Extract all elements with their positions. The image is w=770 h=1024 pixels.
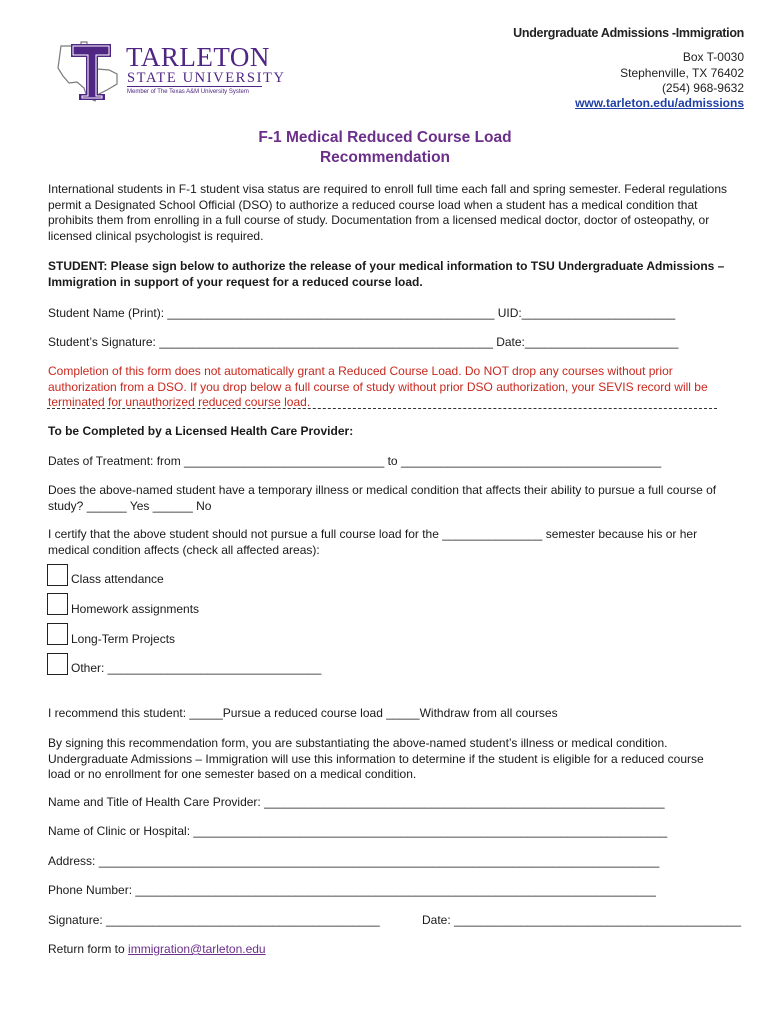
provider-date-field[interactable]: Date: ___________________________________________ [422, 913, 741, 927]
phone-field[interactable]: Phone Number: ______________________________________________________________________________ [48, 883, 656, 897]
other-checkbox[interactable] [47, 653, 68, 675]
logo-subtitle: STATE UNIVERSITY [127, 70, 286, 86]
certify-text-2: semester because his or her medical condition affects (check all affected areas): [48, 527, 698, 557]
homework-label: Homework assignments [71, 602, 200, 616]
logo-member-text: Member of The Texas A&M University System [127, 89, 249, 95]
semester-blank[interactable]: _______________ [442, 527, 543, 541]
intro-paragraph: International students in F-1 student visa status are required to enroll full time each fall and spring semester. Federal regulations permit a Designated School Official (DSO) to authorize a reduced course load when a student has a medical condition that prohibits them from enrolling in a full course of study. Documentation from a licensed medical doctor, doctor of osteopathy, or licensed clinical psychologist is required. [48, 182, 728, 243]
form-title-line2: Recommendation [319, 149, 451, 166]
return-prefix: Return form to [48, 942, 129, 956]
student-instruction: STUDENT: Please sign below to authorize the release of your medical information to TSU Undergraduate Admissions – Immigration in support of your request for a reduced course load. [48, 259, 725, 289]
return-instructions [48, 942, 266, 957]
signing-paragraph: By signing this recommendation form, you are substantiating the above-named student’s illness or medical condition. Undergraduate Admissions – Immigration will use this information to determine if the student is eligible for a reduced course load or no enrollment for one semester based on a medical condition. [48, 736, 704, 781]
provider-name-field[interactable]: Name and Title of Health Care Provider: ____________________________________________________________ [48, 795, 665, 809]
uid-blank[interactable]: _______________________ [521, 306, 676, 320]
student-signature-label: Student’s Signature: __________________________________________________ Date: [48, 335, 525, 349]
office-title: Undergraduate Admissions -Immigration [513, 26, 744, 40]
office-phone: (254) 968-9632 [661, 81, 744, 95]
return-email-link[interactable]: immigration@tarleton.edu [128, 942, 266, 956]
class-attendance-label: Class attendance [71, 572, 164, 586]
tarleton-logo-icon [57, 40, 121, 102]
logo-name: TARLETON [126, 42, 270, 72]
treatment-dates-field[interactable]: Dates of Treatment: from ______________________________ to _______________________________________ [48, 454, 662, 468]
provider-heading: To be Completed by a Licensed Health Care Provider: [48, 424, 354, 438]
recommend-field[interactable]: I recommend this student: _____Pursue a reduced course load _____Withdraw from all courses [48, 706, 558, 720]
student-signature-field[interactable] [48, 335, 678, 350]
student-name-label: Student Name (Print): _________________________________________________ UID: [48, 306, 522, 320]
provider-signature-field[interactable]: Signature: _________________________________________ [48, 913, 380, 927]
other-label[interactable]: Other: ________________________________ [71, 661, 322, 675]
office-website-link[interactable]: www.tarleton.edu/admissions [575, 96, 744, 110]
warning-paragraph: Completion of this form does not automatically grant a Reduced Course Load. Do NOT drop any courses without prior authorization from a DSO. If you drop below a full course of study without prior DSO authorization, your SEVIS record will be terminated for unauthorized reduced course load. [48, 364, 708, 409]
clinic-field[interactable]: Name of Clinic or Hospital: _______________________________________________________________________ [48, 824, 668, 838]
certify-text-1: I certify that the above student should not pursue a full course load for the [48, 527, 443, 541]
form-title-line1: F-1 Medical Reduced Course Load [258, 129, 512, 146]
office-box: Box T-0030 [682, 50, 744, 64]
long-term-projects-label: Long-Term Projects [71, 632, 176, 646]
class-attendance-checkbox[interactable] [47, 564, 68, 586]
section-divider [47, 408, 717, 409]
certify-statement [48, 527, 728, 558]
logo-divider [127, 86, 262, 87]
address-field[interactable]: Address: ____________________________________________________________________________________ [48, 854, 660, 868]
office-city: Stephenville, TX 76402 [620, 66, 744, 80]
student-date-blank[interactable]: _______________________ [524, 335, 679, 349]
student-name-field[interactable] [48, 306, 675, 321]
long-term-projects-checkbox[interactable] [47, 623, 68, 645]
homework-checkbox[interactable] [47, 593, 68, 615]
condition-question[interactable]: Does the above-named student have a temporary illness or medical condition that affects their ability to pursue a full course of study? ______ Yes ______ No [48, 483, 717, 513]
